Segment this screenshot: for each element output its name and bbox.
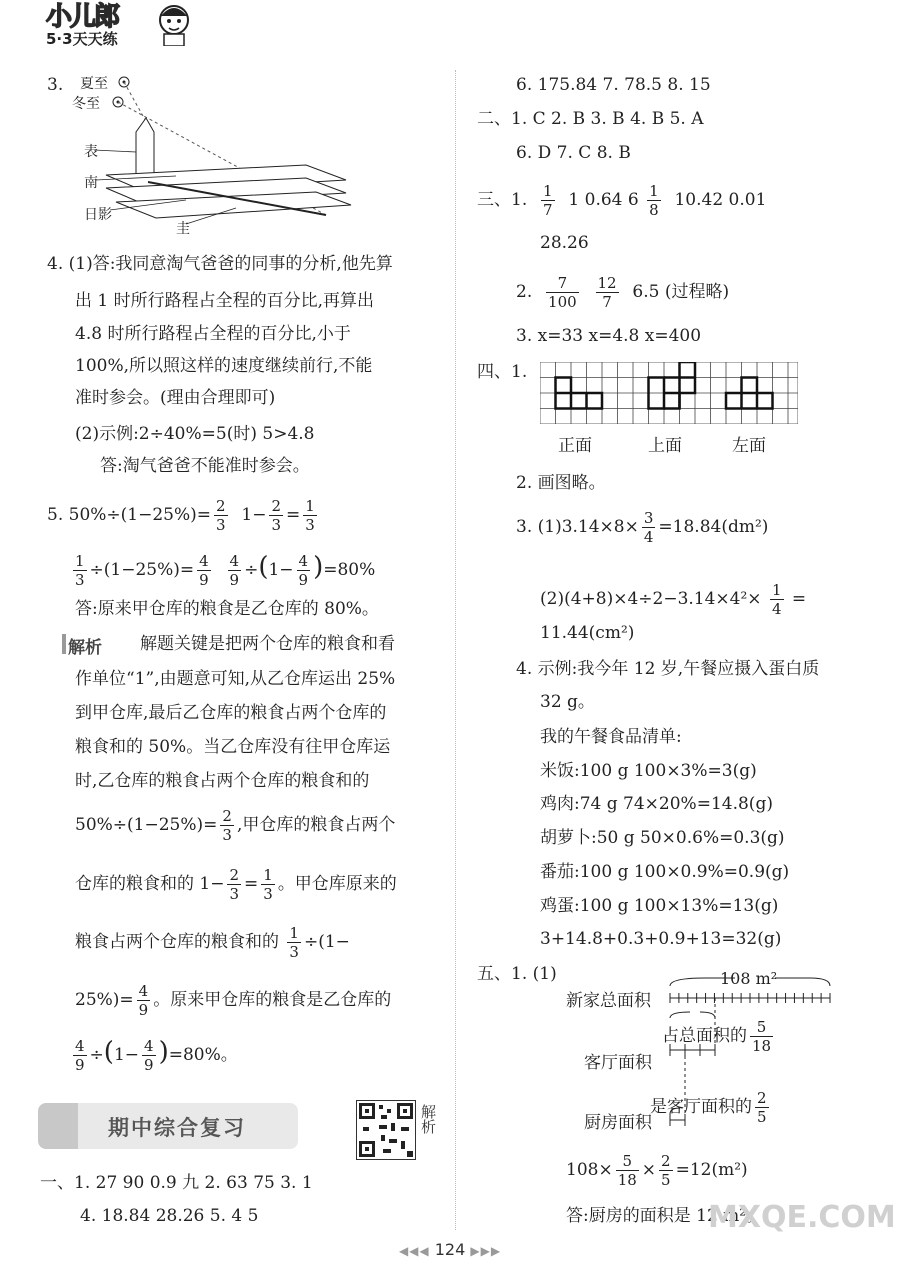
brand-name: 小儿郎 [46,2,119,32]
q5-line2: $\frac{1}{3}$ ÷(1−25%)= $\frac{4}{9}$ $\frac{4}{9}$ ÷(1− $\frac{4}{9}$ )=80% [75,552,376,589]
label-gui: 圭 [176,221,190,237]
analysis-line: 时,乙仓库的粮食占两个仓库的粮食和的 [75,771,370,791]
answer-line: 二、1. C 2. B 3. B 4. B 5. A [477,109,704,129]
analysis-line: 仓库的粮食和的 1− $\frac{2}{3}$ = $\frac{1}{3}$ 。甲仓库原来的 [75,866,397,903]
view-label-top: 上面 [648,436,682,456]
answer-line: 四、1. [477,362,528,382]
qr-code-icon[interactable] [356,1100,416,1160]
column-divider [455,70,456,1230]
view-label-front: 正面 [558,436,592,456]
answer-line: 6. D 7. C 8. B [516,143,631,163]
answer-line: 32 g。 [540,692,595,712]
answer-line: 鸡肉:74 g 74×20%=14.8(g) [540,794,773,814]
answer-line: 2. 画图略。 [516,473,606,493]
brand-logo [22,0,142,52]
answer-line: 鸡蛋:100 g 100×13%=13(g) [540,896,779,916]
calc-line: 108× $\frac{5}{18}$ × $\frac{2}{5}$ =12(m²) [566,1152,748,1189]
answer-line: 11.44(cm²) [540,623,635,643]
q3-label: 3. [47,75,64,95]
answer-line: 五、1. (1) [477,964,557,984]
q5-answer: 答:原来甲仓库的粮食是乙仓库的 80%。 [75,599,379,619]
answer-line: 米饭:100 g 100×3%=3(g) [540,761,757,781]
mascot-icon [154,2,194,46]
qr-label: 解析 [419,1104,437,1134]
brand-series: 5·3天天练 [46,30,118,48]
answer-line: 3. (1)3.14×8× $\frac{3}{4}$ =18.84(dm²) [516,509,769,546]
analysis-line: 粮食和的 50%。当乙仓库没有往甲仓库运 [75,737,391,757]
analysis-line: 作单位“1”,由题意可知,从乙仓库运出 25% [75,669,396,689]
watermark-text: MXQE.COM [708,1200,896,1235]
analysis-line: 解题关键是把两个仓库的粮食和看 [140,634,395,654]
answer-line: 28.26 [540,233,589,253]
answer-line: 番茄:100 g 100×0.9%=0.9(g) [540,862,790,882]
q5-line1: 5. 50%÷(1−25%)= $\frac{2}{3}$ 1− $\frac{2}{3}$ = $\frac{1}{3}$ [47,497,315,534]
diagram-ratio2: 是客厅面积的 $\frac{2}{5}$ [650,1089,767,1126]
mid-line: 一、1. 27 90 0.9 九 2. 63 75 3. 1 [40,1173,313,1193]
analysis-label: 解析 [68,638,102,658]
answer-line: 3. x=33 x=4.8 x=400 [516,326,702,346]
answer-line: 我的午餐食品清单: [540,727,682,747]
answer-line: 4. 示例:我今年 12 岁,午餐应摄入蛋白质 [516,659,820,679]
views-grid [540,362,798,424]
answer-line: 胡萝卜:50 g 50×0.6%=0.3(g) [540,828,785,848]
label-nan: 南 [84,175,98,191]
page-indicator [380,1240,520,1259]
analysis-line: 到甲仓库,最后乙仓库的粮食占两个仓库的 [75,703,387,723]
analysis-line: 25%)= $\frac{4}{9}$ 。原来甲仓库的粮食是乙仓库的 [75,982,392,1019]
label-biao: 表 [84,144,98,160]
view-label-left: 左面 [732,436,766,456]
final-answer: 答:厨房的面积是 12 m²。 [566,1206,764,1226]
analysis-marker [62,634,66,654]
answer-line: 三、1. $\frac{1}{7}$ 1 0.64 6 $\frac{1}{8}$ 10.42 0.01 [477,182,767,219]
answer-line: 6. 175.84 7. 78.5 8. 15 [516,75,711,95]
mid-line: 4. 18.84 28.26 5. 4 5 [80,1206,259,1226]
section-title: 期中综合复习 [108,1116,246,1140]
label-winter: 冬至 [72,96,100,112]
diagram-total: 108 m² [720,969,778,988]
label-summer: 夏至 [80,76,108,92]
answer-line: (2)(4+8)×4÷2−3.14×4²× $\frac{1}{4}$ = [540,581,807,618]
analysis-line: 粮食占两个仓库的粮食和的 $\frac{1}{3}$ ÷(1− [75,924,350,961]
next-arrows-icon[interactable]: ▶▶▶ [470,1244,502,1258]
analysis-line: 50%÷(1−25%)= $\frac{2}{3}$ ,甲仓库的粮食占两个 [75,807,396,844]
diagram-row3: 厨房面积 [584,1113,652,1133]
analysis-line: $\frac{4}{9}$ ÷(1− $\frac{4}{9}$ )=80%。 [75,1037,238,1074]
answer-line: 3+14.8+0.3+0.9+13=32(g) [540,929,782,949]
diagram-row1: 新家总面积 [566,991,651,1011]
page-number: 124 [434,1240,466,1259]
answer-line: 2. $\frac{7}{100}$ $\frac{12}{7}$ 6.5 (过程略) [516,274,730,311]
diagram-row2: 客厅面积 [584,1053,652,1073]
label-riying: 日影 [84,207,112,223]
diagram-ratio1: 占总面积的 $\frac{5}{18}$ [662,1018,772,1055]
prev-arrows-icon[interactable]: ◀◀◀ [398,1244,430,1258]
